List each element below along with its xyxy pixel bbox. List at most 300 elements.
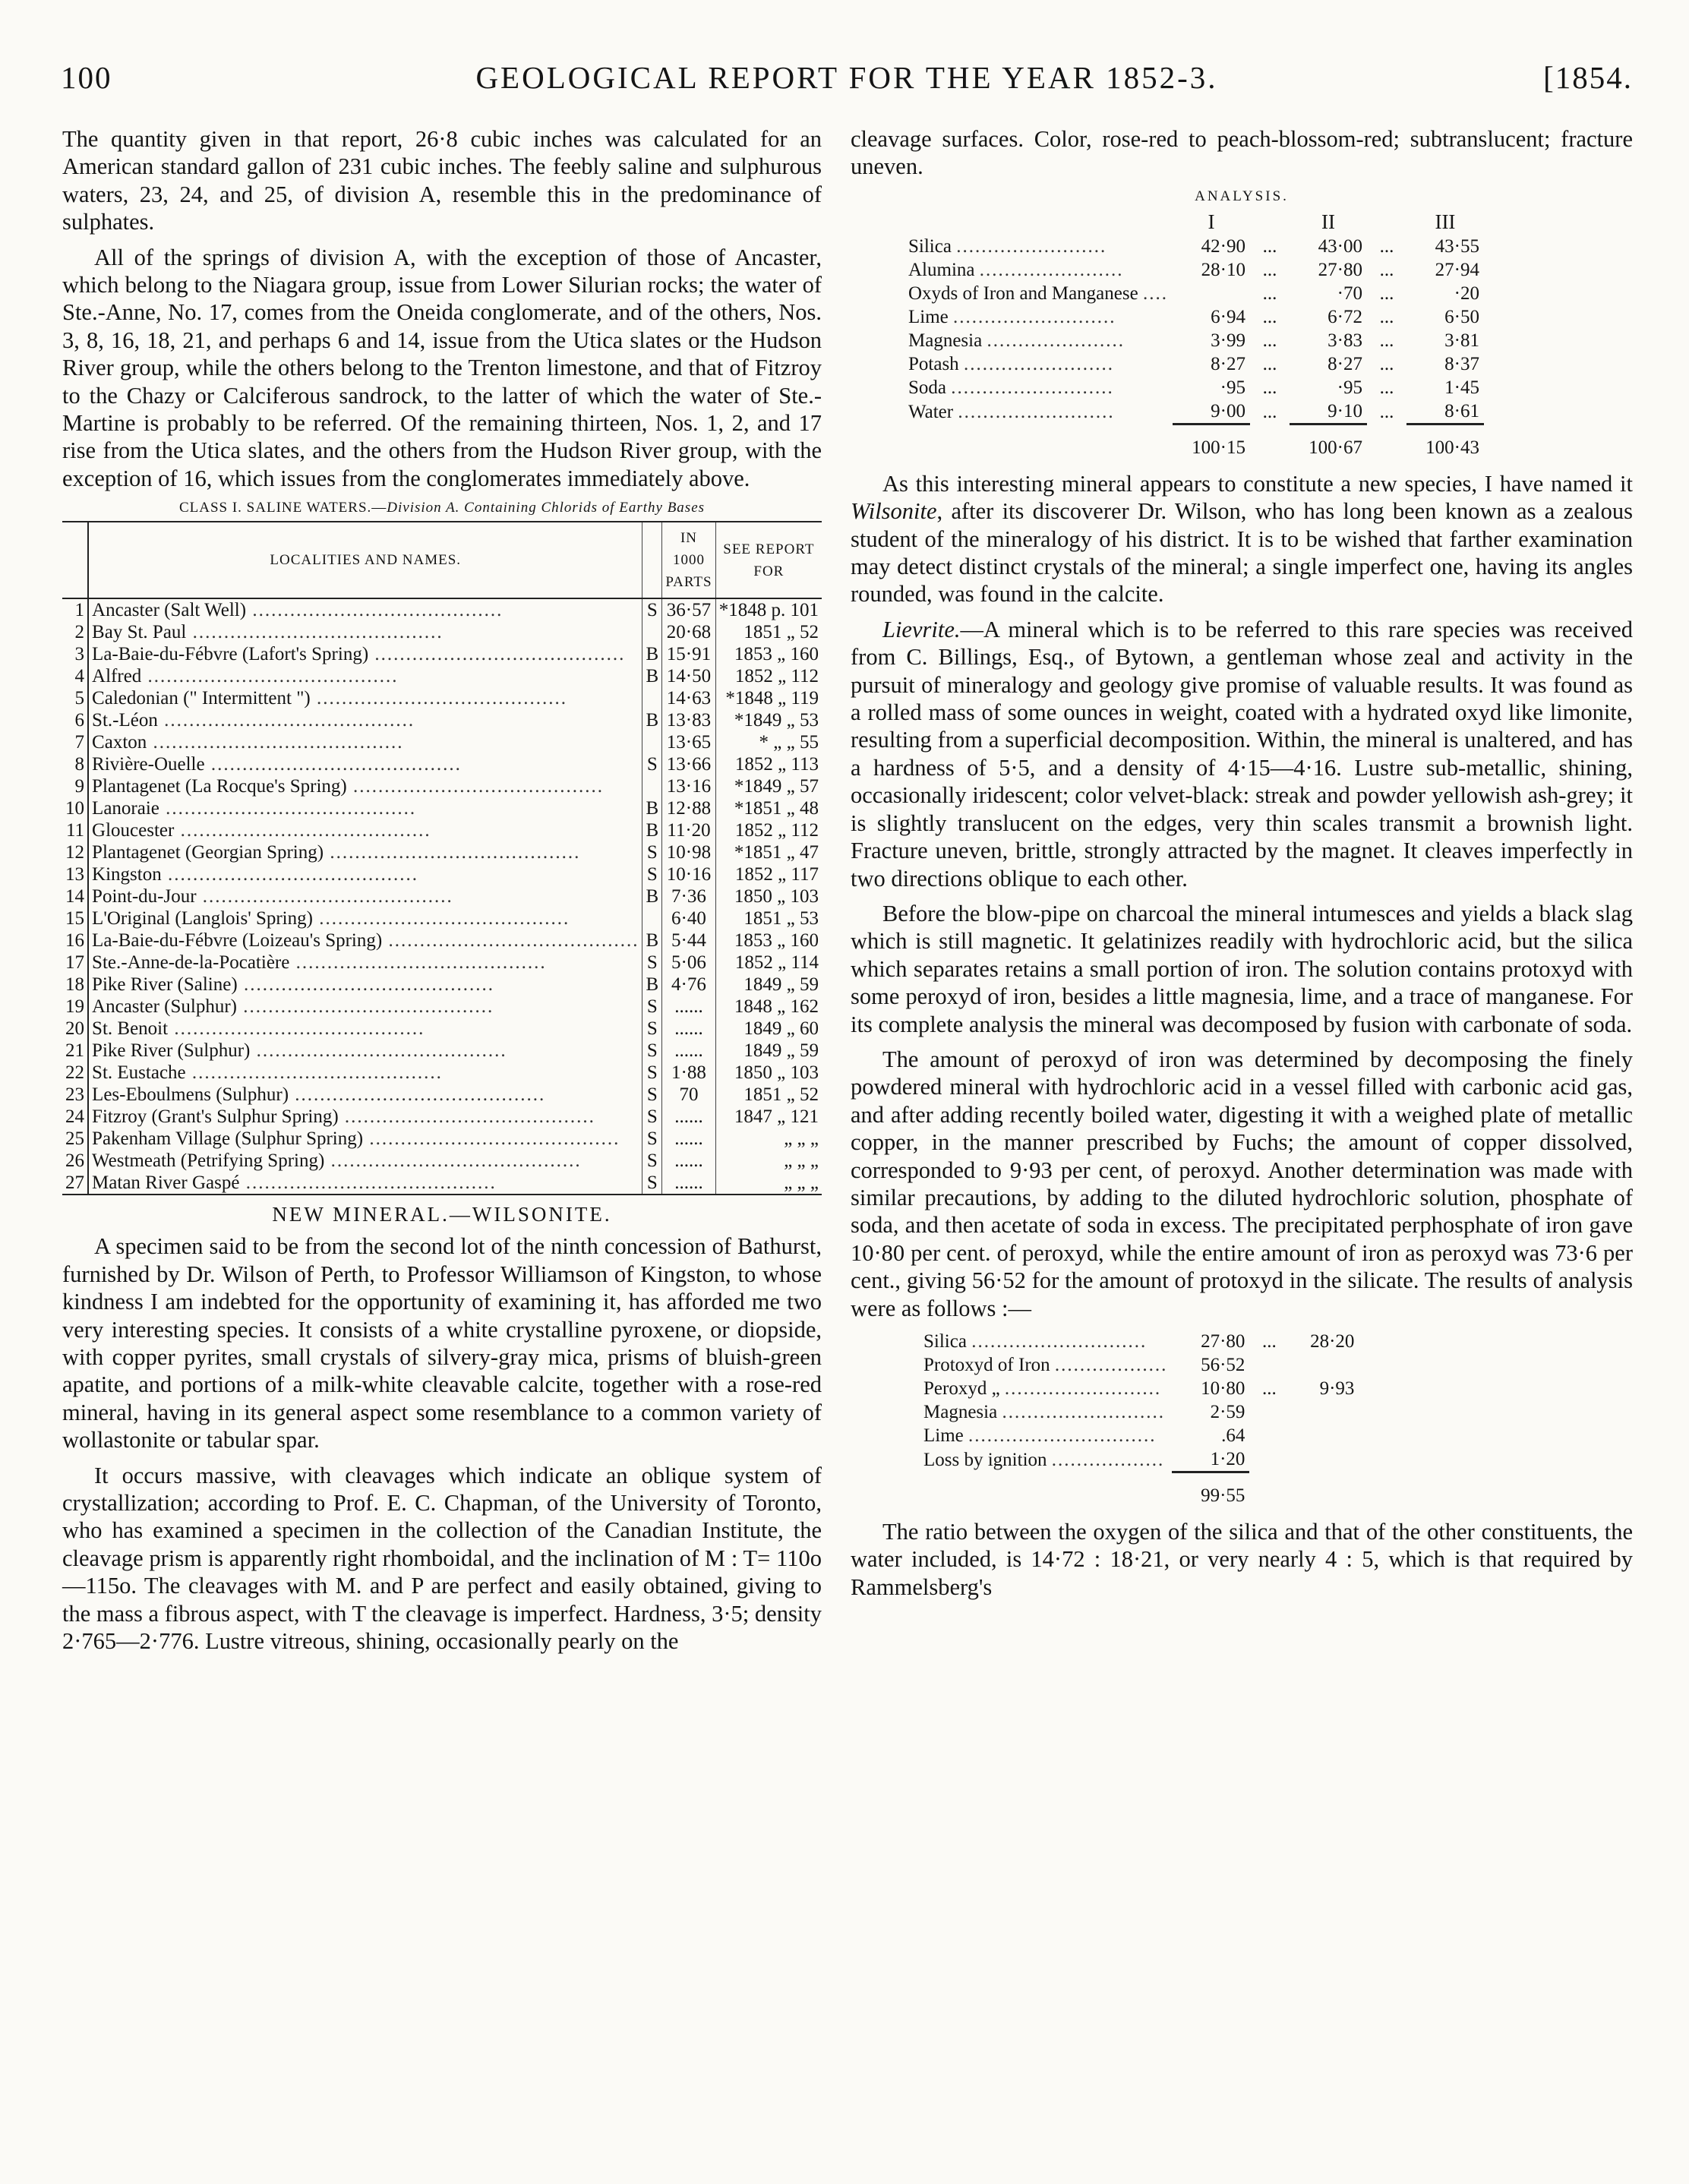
separator: ... <box>1379 377 1394 398</box>
row-number: 22 <box>62 1062 88 1084</box>
row-number: 15 <box>62 907 88 929</box>
row-number: 6 <box>62 709 88 731</box>
parts-column-header: IN 1000 PARTS <box>662 522 716 598</box>
report-ref: 1850 „ 103 <box>734 1062 819 1084</box>
locality-name <box>88 775 642 797</box>
report-ref: * „ „ 55 <box>759 732 819 753</box>
results-value: .64 <box>1221 1425 1245 1446</box>
results-value: 10·80 <box>1201 1378 1245 1399</box>
right-column <box>851 125 1633 1608</box>
report-ref: 1852 „ 117 <box>734 864 819 885</box>
results-label-text: Peroxyd „ <box>923 1378 1005 1399</box>
locality-text: Fitzroy (Grant's Sulphur Spring) <box>92 1106 339 1128</box>
analysis-label-header <box>904 210 1173 235</box>
class-code: B <box>642 643 662 665</box>
row-number: 21 <box>62 1040 88 1062</box>
localities-column-header: LOCALITIES AND NAMES. <box>88 522 642 598</box>
dot-leader: ........................................ <box>246 600 504 621</box>
locality-name <box>88 687 642 709</box>
separator: ... <box>1379 259 1394 280</box>
locality-text: St.-Léon <box>92 710 158 731</box>
locality-name <box>88 1062 642 1084</box>
separator: ... <box>1262 259 1277 280</box>
class-code: B <box>642 885 662 907</box>
results-row <box>919 1330 1359 1353</box>
class-code: B <box>642 929 662 952</box>
separator <box>1249 1447 1289 1472</box>
class-code: S <box>642 863 662 885</box>
springs-table <box>62 521 822 1195</box>
parts-value: ...... <box>662 1018 716 1040</box>
report-ref: 1847 „ 121 <box>734 1106 819 1128</box>
separator: ... <box>1379 235 1394 257</box>
dot-leader: ......................... <box>1004 1378 1162 1399</box>
separator: ... <box>1262 235 1277 257</box>
table-row <box>62 598 822 621</box>
analysis-row <box>904 352 1484 376</box>
locality-name <box>88 598 642 621</box>
locality-text: Point-du-Jour <box>92 886 197 907</box>
row-number: 2 <box>62 621 88 643</box>
results-value: 27·80 <box>1201 1331 1245 1352</box>
analysis-value: 43·00 <box>1318 235 1362 257</box>
class-code: S <box>642 1062 662 1084</box>
dot-leader: .......................... <box>1002 1402 1165 1422</box>
locality-name <box>88 1040 642 1062</box>
row-number: 3 <box>62 643 88 665</box>
dot-leader: ........................................ <box>324 1150 582 1172</box>
table-row <box>62 753 822 775</box>
locality-name <box>88 1018 642 1040</box>
report-ref: *1848 p. 101 <box>718 600 819 621</box>
class-code: S <box>642 1018 662 1040</box>
locality-text: Les-Eboulmens (Sulphur) <box>92 1084 289 1106</box>
locality-text: Plantagenet (La Rocque's Spring) <box>92 776 347 797</box>
dot-leader: ........................................ <box>310 688 567 709</box>
results-value-2: 28·20 <box>1310 1331 1355 1352</box>
locality-name <box>88 885 642 907</box>
class-code: S <box>642 1106 662 1128</box>
text-run: As this interesting mineral appears to constitute a new species, I have named it <box>882 470 1633 497</box>
table-title-class: CLASS I. SALINE WATERS.— <box>178 500 387 516</box>
analysis-row <box>904 258 1484 282</box>
locality-text: Caledonian (" Intermittent ") <box>92 688 311 709</box>
analysis-label <box>904 352 1173 376</box>
separator: ... <box>1262 330 1277 351</box>
analysis-label <box>904 329 1173 352</box>
dot-leader: ........................ <box>963 353 1114 374</box>
class-code: B <box>642 709 662 731</box>
analysis-row <box>904 305 1484 329</box>
locality-text: Kingston <box>92 864 162 885</box>
report-ref: 1850 „ 103 <box>734 886 819 907</box>
dot-leader: .... <box>1142 282 1168 304</box>
new-mineral-heading: NEW MINERAL.—WILSONITE. <box>272 1203 612 1226</box>
row-number: 19 <box>62 996 88 1018</box>
locality-name <box>88 996 642 1018</box>
analysis-row <box>904 329 1484 352</box>
separator: ... <box>1379 330 1394 351</box>
class-code: S <box>642 841 662 863</box>
results-value-2: 9·93 <box>1319 1378 1355 1399</box>
parts-value: 12·88 <box>662 797 716 819</box>
dot-leader: ........................................ <box>346 776 604 797</box>
separator: ... <box>1379 282 1394 304</box>
analysis-value: ·95 <box>1337 377 1362 398</box>
table-row <box>62 709 822 731</box>
row-number: 20 <box>62 1018 88 1040</box>
report-ref: 1849 „ 60 <box>743 1018 819 1040</box>
analysis-value: 6·72 <box>1328 306 1362 327</box>
results-row <box>919 1400 1359 1424</box>
results-label-text: Magnesia <box>923 1402 1002 1422</box>
analysis-header-row <box>904 210 1484 235</box>
dot-leader: ........................................ <box>382 930 639 952</box>
dot-leader: .......................... <box>953 306 1116 327</box>
dot-leader: ........................................ <box>168 1018 425 1040</box>
analysis-label-text: Alumina <box>908 259 980 280</box>
parts-value: 5·44 <box>662 929 716 952</box>
table-row <box>62 621 822 643</box>
locality-name <box>88 731 642 753</box>
table-row <box>62 1128 822 1150</box>
analysis-col-header: I <box>1208 210 1215 233</box>
separator <box>1249 1472 1289 1508</box>
analysis-label-text: Magnesia <box>908 330 987 351</box>
dot-leader: ........................................ <box>236 996 494 1018</box>
locality-text: Plantagenet (Georgian Spring) <box>92 842 324 863</box>
dot-leader: ........................................ <box>204 754 462 775</box>
locality-name <box>88 621 642 643</box>
class-code <box>642 621 662 643</box>
row-number: 14 <box>62 885 88 907</box>
dot-leader: ........................................ <box>368 644 626 665</box>
separator <box>1249 1353 1289 1377</box>
separator: ... <box>1262 282 1277 304</box>
parts-value: ...... <box>662 1128 716 1150</box>
parts-value: ...... <box>662 1106 716 1128</box>
separator <box>1367 424 1406 459</box>
row-number: 24 <box>62 1106 88 1128</box>
analysis-label-text: Oxyds of Iron and Manganese <box>908 282 1143 304</box>
parts-value: 7·36 <box>662 885 716 907</box>
results-total-2 <box>1289 1472 1359 1508</box>
class-code: S <box>642 996 662 1018</box>
table-row <box>62 1084 822 1106</box>
analysis-value: 3·83 <box>1328 330 1362 351</box>
locality-text: Westmeath (Petrifying Spring) <box>92 1150 325 1172</box>
report-ref: *1849 „ 53 <box>734 710 819 731</box>
results-label-text: Lime <box>923 1425 969 1446</box>
results-label <box>919 1353 1172 1377</box>
separator <box>1249 1424 1289 1447</box>
analysis-total: 100·15 <box>1173 424 1250 459</box>
locality-name <box>88 1128 642 1150</box>
separator: ... <box>1262 353 1277 374</box>
table-row <box>62 1018 822 1040</box>
paragraph: cleavage surfaces. Color, rose-red to peach-blossom-red; subtranslucent; fracture uneven. <box>851 126 1633 180</box>
parts-value: 10·16 <box>662 863 716 885</box>
text-run: , after its discoverer Dr. Wilson, who has long been known as a zealous student of the mineralogy of his district. It is to be wished that farther examination may detect distinct crystals of the mineral; a single imperfect one, having its angles rounded, was found in the calcite. <box>851 498 1633 608</box>
dot-leader: ........................................ <box>157 710 415 731</box>
locality-text: Gloucester <box>92 820 175 841</box>
number-column-header <box>62 522 88 598</box>
table-row <box>62 731 822 753</box>
report-ref: 1849 „ 59 <box>743 1040 819 1062</box>
row-number: 5 <box>62 687 88 709</box>
table-header-row <box>62 522 822 598</box>
results-label-text: Protoxyd of Iron <box>923 1355 1055 1375</box>
locality-text: St. Benoit <box>92 1018 169 1040</box>
separator: ... <box>1262 306 1277 327</box>
dot-leader: ........................................ <box>312 908 570 929</box>
analysis-value <box>1173 282 1250 305</box>
analysis-label-text: Water <box>908 401 958 422</box>
results-table <box>919 1330 1359 1507</box>
analysis-col-header: II <box>1321 210 1335 233</box>
class-code: B <box>642 797 662 819</box>
report-ref: „ „ „ <box>715 1172 822 1195</box>
dot-leader: .......................... <box>951 377 1114 398</box>
class-code <box>642 731 662 753</box>
locality-name <box>88 1106 642 1128</box>
analysis-table <box>904 210 1484 459</box>
table-row <box>62 1150 822 1172</box>
locality-text: Matan River Gaspé <box>92 1172 240 1194</box>
report-ref: 1851 „ 52 <box>743 1084 819 1106</box>
parts-value: 13·83 <box>662 709 716 731</box>
analysis-heading: ANALYSIS. <box>1195 188 1289 204</box>
analysis-total: 100·43 <box>1406 424 1484 459</box>
separator <box>1250 424 1290 459</box>
dot-leader: ........................................ <box>324 842 581 863</box>
row-number: 9 <box>62 775 88 797</box>
report-ref: 1848 „ 162 <box>734 996 819 1018</box>
results-label <box>919 1330 1172 1353</box>
class-code: S <box>642 1084 662 1106</box>
dot-leader: ........................................ <box>141 666 399 687</box>
results-value-2 <box>1289 1424 1359 1447</box>
analysis-value: 1·45 <box>1444 377 1479 398</box>
results-total-row <box>919 1472 1359 1508</box>
table-row <box>62 797 822 819</box>
analysis-total-row <box>904 424 1484 459</box>
parts-value: 70 <box>662 1084 716 1106</box>
parts-value: 10·98 <box>662 841 716 863</box>
report-ref: 1852 „ 112 <box>734 666 819 687</box>
locality-name <box>88 643 642 665</box>
parts-value: 6·40 <box>662 907 716 929</box>
locality-name <box>88 863 642 885</box>
running-header <box>61 59 1633 105</box>
analysis-label <box>904 235 1173 258</box>
paragraph: Before the blow-pipe on charcoal the mineral intumesces and yields a black slag which is still magnetic. It gelatinizes readily with hydrochloric acid, but the silica which separates retains a small portion of iron. The solution contains protoxyd with some peroxyd of iron, besides a little magnesia, lime, and a trace of manganese. For its complete analysis the mineral was decomposed by fusion with carbonate of soda. <box>851 900 1633 1037</box>
parts-value: 13·16 <box>662 775 716 797</box>
analysis-row <box>904 399 1484 424</box>
row-number: 17 <box>62 952 88 974</box>
table-row <box>62 1172 822 1195</box>
analysis-value: ·70 <box>1337 282 1362 304</box>
locality-text: Lanoraie <box>92 798 159 819</box>
table-row <box>62 819 822 841</box>
class-code: S <box>642 1172 662 1195</box>
parts-value: ...... <box>662 1172 716 1195</box>
locality-text: Caxton <box>92 732 147 753</box>
locality-name <box>88 952 642 974</box>
analysis-row <box>904 235 1484 258</box>
locality-name <box>88 665 642 687</box>
report-ref: 1853 „ 160 <box>734 644 819 665</box>
analysis-label-text: Potash <box>908 353 964 374</box>
left-column <box>62 125 822 1662</box>
table-row <box>62 687 822 709</box>
class-code: S <box>642 753 662 775</box>
analysis-value: ·20 <box>1454 282 1479 304</box>
table-row <box>62 929 822 952</box>
analysis-value: 8·27 <box>1328 353 1362 374</box>
locality-name <box>88 1084 642 1106</box>
dot-leader: ........................................ <box>338 1106 595 1128</box>
separator <box>1249 1400 1289 1424</box>
row-number: 25 <box>62 1128 88 1150</box>
row-number: 13 <box>62 863 88 885</box>
parts-value: ...... <box>662 996 716 1018</box>
analysis-label <box>904 305 1173 329</box>
table-row <box>62 1062 822 1084</box>
locality-name <box>88 709 642 731</box>
class-code: S <box>642 1128 662 1150</box>
class-code: B <box>642 974 662 996</box>
analysis-total: 100·67 <box>1290 424 1367 459</box>
row-number: 12 <box>62 841 88 863</box>
parts-value: 5·06 <box>662 952 716 974</box>
report-ref: 1853 „ 160 <box>734 930 819 952</box>
analysis-value: 8·61 <box>1444 400 1479 421</box>
parts-value: 13·65 <box>662 731 716 753</box>
results-row <box>919 1424 1359 1447</box>
table-row <box>62 863 822 885</box>
locality-name <box>88 1150 642 1172</box>
analysis-col-header: III <box>1435 210 1456 233</box>
separator: ... <box>1379 401 1394 422</box>
results-label-text: Loss by ignition <box>923 1449 1052 1470</box>
lievrite-text: —A mineral which is to be referred to this rare species was received from C. Billings, Esq., of Bytown, a gentleman whose zeal and activity in the pursuit of mineralogy and geology give promise of valuable results. It was found as a rolled mass of some ounces in weight, coated with a hydrated oxyd like limonite, resulting from a superficial decomposition. Within, the mineral is unaltered, and has a hardness of 5·5, and a density of 4·15—4·16. Lustre sub-metallic, shining, occasionally iridescent; color velvet-black: streak and powder yellowish ash-grey; it is slightly translucent on the edges, very thin scales transmit a brownish light. Fracture uneven, brittle, strongly attracted by the magnet. It cleaves imperfectly in two directions oblique to each other. <box>851 616 1633 892</box>
results-value-2 <box>1289 1400 1359 1424</box>
locality-text: Pakenham Village (Sulphur Spring) <box>92 1128 364 1150</box>
locality-text: La-Baie-du-Fébvre (Lafort's Spring) <box>92 644 369 665</box>
table-row <box>62 1106 822 1128</box>
locality-name <box>88 841 642 863</box>
analysis-label-text: Silica <box>908 235 957 257</box>
report-ref: 1852 „ 113 <box>734 754 819 775</box>
analysis-value: 28·10 <box>1201 259 1245 280</box>
table-title <box>62 500 822 516</box>
analysis-value: 3·99 <box>1211 330 1245 351</box>
analysis-value: 8·27 <box>1211 353 1245 374</box>
report-ref: *1851 „ 47 <box>734 842 819 863</box>
analysis-row <box>904 282 1484 305</box>
analysis-value: 6·94 <box>1211 306 1245 327</box>
running-title: GEOLOGICAL REPORT FOR THE YEAR 1852-3. <box>475 60 1218 95</box>
class-column-header <box>642 522 662 598</box>
class-code: B <box>642 819 662 841</box>
locality-text: Pike River (Saline) <box>92 974 238 996</box>
mineral-name: Wilsonite <box>851 498 937 525</box>
row-number: 7 <box>62 731 88 753</box>
dot-leader: ........................................ <box>186 622 444 643</box>
table-row <box>62 1040 822 1062</box>
row-number: 27 <box>62 1172 88 1195</box>
dot-leader: ........................................ <box>185 1062 443 1084</box>
parts-value: 11·20 <box>662 819 716 841</box>
class-code: S <box>642 1040 662 1062</box>
results-label <box>919 1377 1172 1400</box>
analysis-value: 9·10 <box>1328 400 1362 421</box>
locality-text: Pike River (Sulphur) <box>92 1040 251 1062</box>
analysis-value: 8·37 <box>1444 353 1479 374</box>
parts-value: 1·88 <box>662 1062 716 1084</box>
results-value-2 <box>1289 1447 1359 1472</box>
dot-leader: ............................ <box>971 1331 1148 1352</box>
row-number: 11 <box>62 819 88 841</box>
results-total-label <box>919 1472 1172 1508</box>
table-row <box>62 841 822 863</box>
results-row <box>919 1377 1359 1400</box>
parts-value: 15·91 <box>662 643 716 665</box>
table-row <box>62 665 822 687</box>
separator: ... <box>1379 306 1394 327</box>
locality-name <box>88 907 642 929</box>
report-ref: 1851 „ 53 <box>743 908 819 929</box>
table-row <box>62 996 822 1018</box>
row-number: 16 <box>62 929 88 952</box>
table-row <box>62 907 822 929</box>
paragraph: The amount of peroxyd of iron was determined by decomposing the finely powdered mineral with hydrochloric acid in a vessel filled with carbonic acid gas, and after adding recently boiled water, digesting it with a weighed plate of metallic copper, in the manner prescribed by Fuchs; the amount of copper dissolved, corresponded to 9·93 per cent, of peroxyd. Another determination was made with similar precautions, by adding to the diluted hydrochloric solution, phosphate of soda, and then acetate of soda in excess. The precipitated perphosphate of iron gave 10·80 per cent. of peroxyd, while the entire amount of iron as peroxyd was 73·6 per cent., giving 56·52 for the amount of protoxyd in the silicate. The results of analysis were as follows :— <box>851 1046 1633 1321</box>
analysis-total-label <box>904 424 1173 459</box>
parts-value: 13·66 <box>662 753 716 775</box>
paragraph: It occurs massive, with cleavages which indicate an oblique system of crystallization; according to Prof. E. C. Chapman, of the University of Toronto, who has examined a specimen in the collection of the Canadian Institute, the cleavage prism is apparently right rhomboidal, and the inclination of M : T= 110o—115o. The cleavages with M. and P are perfect and easily obtained, giving to the mass a fibrous aspect, with T the cleavage is imperfect. Hardness, 3·5; density 2·765—2·776. Lustre vitreous, shining, occasionally pearly on the <box>62 1462 822 1654</box>
locality-text: L'Original (Langlois' Spring) <box>92 908 313 929</box>
dot-leader: ........................................ <box>289 1084 546 1106</box>
report-ref: 1851 „ 52 <box>743 622 819 643</box>
analysis-value: 42·90 <box>1201 235 1245 257</box>
table-row <box>62 775 822 797</box>
paragraph: All of the springs of division A, with the exception of those of Ancaster, which belong to the Niagara group, issue from Lower Silurian rocks; the water of Ste.-Anne, No. 17, comes from the Oneida conglomerate, and of the others, Nos. 3, 8, 16, 18, 21, and perhaps 6 and 14, issue from the Utica slates or the Hudson River group, while the others belong to the Trenton limestone, and that of Fitzroy to the Chazy or Calciferous sandrock, to the latter of which the water of Ste.-Martine is probably to be referred. Of the remaining thirteen, Nos. 1, 2, and 17 rise from the Utica slates, and the others from the Hudson River group, with the exception of 16, which issues from the conglomerates immediately above. <box>62 244 822 491</box>
class-code <box>642 687 662 709</box>
locality-text: Bay St. Paul <box>92 622 187 643</box>
analysis-label <box>904 258 1173 282</box>
results-row <box>919 1447 1359 1472</box>
dot-leader: ........................................ <box>237 974 494 996</box>
separator: ... <box>1262 1378 1277 1399</box>
class-code: S <box>642 598 662 621</box>
results-value: 2·59 <box>1210 1402 1245 1422</box>
report-ref: 1852 „ 114 <box>734 952 819 974</box>
results-value-2 <box>1289 1353 1359 1377</box>
locality-name <box>88 974 642 996</box>
dot-leader: ........................................ <box>239 1172 497 1194</box>
locality-text: Ste.-Anne-de-la-Pocatière <box>92 952 290 974</box>
class-code <box>642 907 662 929</box>
parts-value: 20·68 <box>662 621 716 643</box>
row-number: 1 <box>62 598 88 621</box>
locality-name <box>88 819 642 841</box>
report-ref: 1849 „ 59 <box>743 974 819 996</box>
row-number: 10 <box>62 797 88 819</box>
dot-leader: ........................................ <box>174 820 431 841</box>
analysis-value: 3·81 <box>1444 330 1479 351</box>
analysis-label-text: Soda <box>908 377 952 398</box>
